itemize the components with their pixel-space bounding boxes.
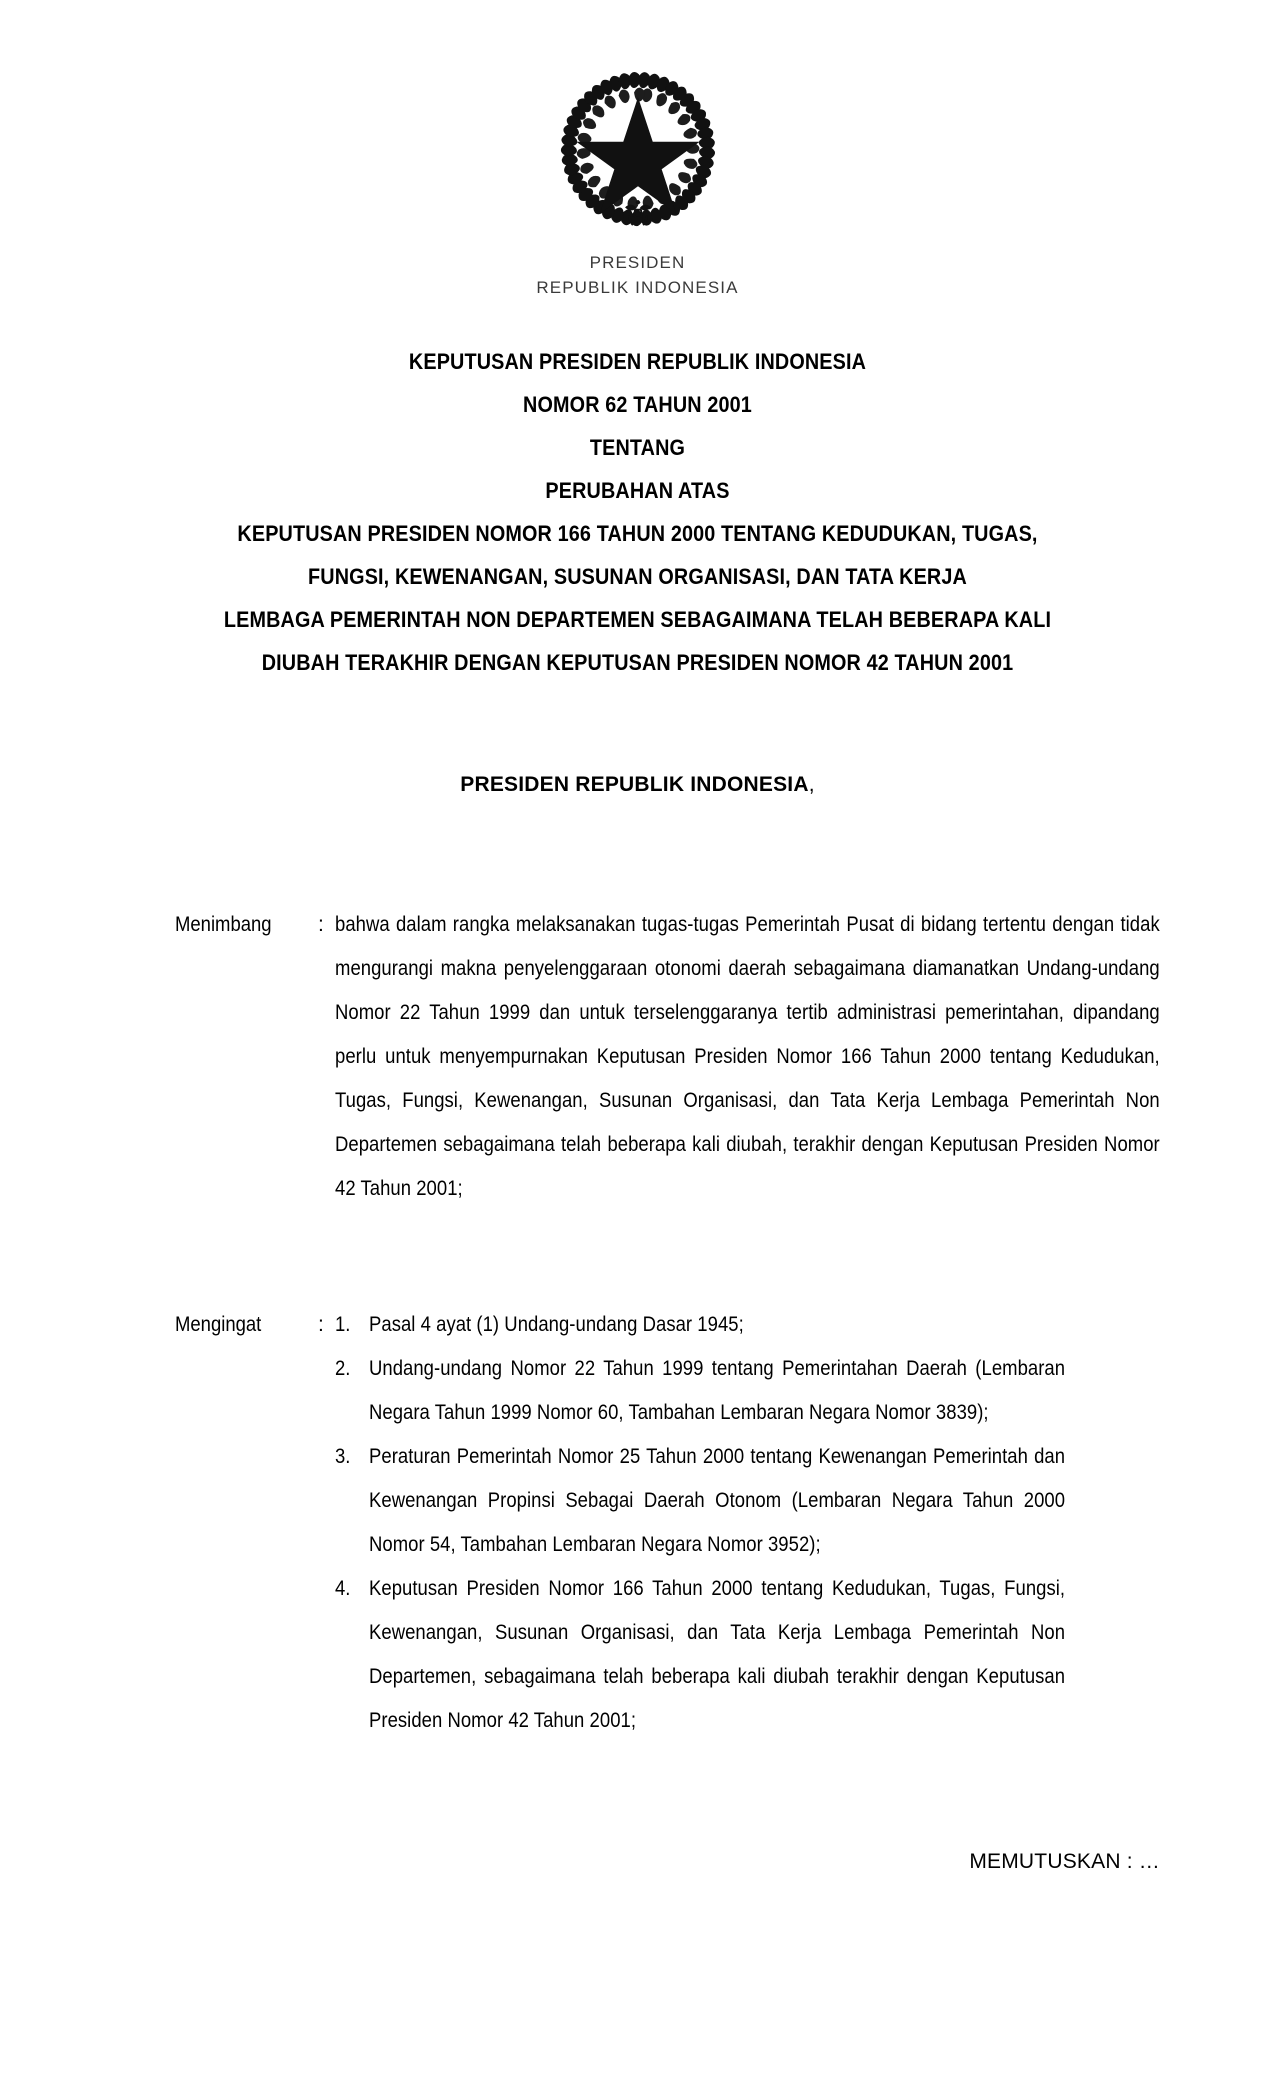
clause-menimbang-row — [175, 903, 1160, 1211]
garuda-star-wreath-emblem-icon — [557, 58, 719, 240]
mengingat-list-item — [335, 1347, 1160, 1435]
opening-statement-text: PRESIDEN REPUBLIK INDONESIA — [460, 773, 809, 796]
mengingat-list — [335, 1303, 1160, 1743]
clause-mengingat-label: Mengingat — [175, 1313, 262, 1336]
opening-statement-comma: , — [808, 773, 815, 796]
emblem-caption-line-1: PRESIDEN — [589, 253, 686, 272]
title-line-3: TENTANG — [589, 435, 686, 460]
clause-mengingat-row — [175, 1303, 1160, 1743]
mengingat-item-text: Pasal 4 ayat (1) Undang-undang Dasar 1945; — [369, 1313, 744, 1336]
title-line-5: KEPUTUSAN PRESIDEN NOMOR 166 TAHUN 2000 TENTANG KEDUDUKAN, TUGAS, — [237, 521, 1038, 546]
document-title-block — [0, 340, 1275, 684]
clause-mengingat-colon: : — [318, 1313, 324, 1336]
clause-menimbang-label: Menimbang — [175, 913, 272, 936]
title-line-4: PERUBAHAN ATAS — [545, 478, 730, 503]
mengingat-item-number: 4. — [335, 1577, 351, 1600]
clause-mengingat-body — [335, 1303, 1160, 1743]
mengingat-item-text: Undang-undang Nomor 22 Tahun 1999 tentang Pemerintahan Daerah (Lembaran Negara Tahun 1999 Nomor 60, Tambahan Lembaran Negara Nomor 3839); — [369, 1357, 1066, 1424]
clause-menimbang-body — [335, 903, 1160, 1211]
title-line-7: LEMBAGA PEMERINTAH NON DEPARTEMEN SEBAGAIMANA TELAH BEBERAPA KALI — [223, 607, 1052, 632]
mengingat-item-text: Keputusan Presiden Nomor 166 Tahun 2000 tentang Kedudukan, Tugas, Fungsi, Kewenangan, Susunan Organisasi, dan Tata Kerja Lembaga Pemerintah Non Departemen, sebagaimana telah beberapa kali diubah terakhir dengan Keputusan Presiden Nomor 42 Tahun 2001; — [369, 1577, 1066, 1732]
page-continuation-note: MEMUTUSKAN : … — [969, 1850, 1160, 1873]
clause-menimbang-colon: : — [318, 913, 324, 936]
mengingat-list-item — [335, 1435, 1160, 1567]
title-line-1: KEPUTUSAN PRESIDEN REPUBLIK INDONESIA — [408, 349, 867, 374]
clause-menimbang-paragraph: bahwa dalam rangka melaksanakan tugas-tugas Pemerintah Pusat di bidang tertentu dengan tidak mengurangi makna penyelenggaraan otonomi daerah sebagaimana diamanatkan Undang-undang Nomor 22 Tahun 1999 dan untuk terselenggaranya tertib administrasi pemerintahan, dipandang perlu untuk menyempurnakan Keputusan Presiden Nomor 166 Tahun 2000 tentang Kedudukan, Tugas, Fungsi, Kewenangan, Susunan Organisasi, dan Tata Kerja Lembaga Pemerintah Non Departemen sebagaimana telah beberapa kali diubah, terakhir dengan Keputusan Presiden Nomor 42 Tahun 2001; — [335, 913, 1160, 1200]
mengingat-item-number: 2. — [335, 1357, 351, 1380]
emblem-caption-line-2: REPUBLIK INDONESIA — [536, 278, 739, 297]
title-line-8: DIUBAH TERAKHIR DENGAN KEPUTUSAN PRESIDEN NOMOR 42 TAHUN 2001 — [261, 650, 1014, 675]
mengingat-item-number: 1. — [335, 1313, 351, 1336]
mengingat-item-number: 3. — [335, 1445, 351, 1468]
mengingat-item-text: Peraturan Pemerintah Nomor 25 Tahun 2000 tentang Kewenangan Pemerintah dan Kewenangan Propinsi Sebagai Daerah Otonom (Lembaran Negara Tahun 2000 Nomor 54, Tambahan Lembaran Negara Nomor 3952); — [369, 1445, 1066, 1556]
clause-menimbang — [175, 903, 1160, 1211]
title-line-2: NOMOR 62 TAHUN 2001 — [523, 392, 752, 417]
clause-mengingat — [175, 1303, 1160, 1743]
emblem-caption — [0, 250, 1275, 300]
opening-statement — [0, 770, 1275, 800]
title-line-6: FUNGSI, KEWENANGAN, SUSUNAN ORGANISASI, DAN TATA KERJA — [308, 564, 967, 589]
mengingat-list-item — [335, 1567, 1160, 1743]
mengingat-list-item — [335, 1303, 1160, 1347]
emblem-block — [0, 58, 1275, 245]
